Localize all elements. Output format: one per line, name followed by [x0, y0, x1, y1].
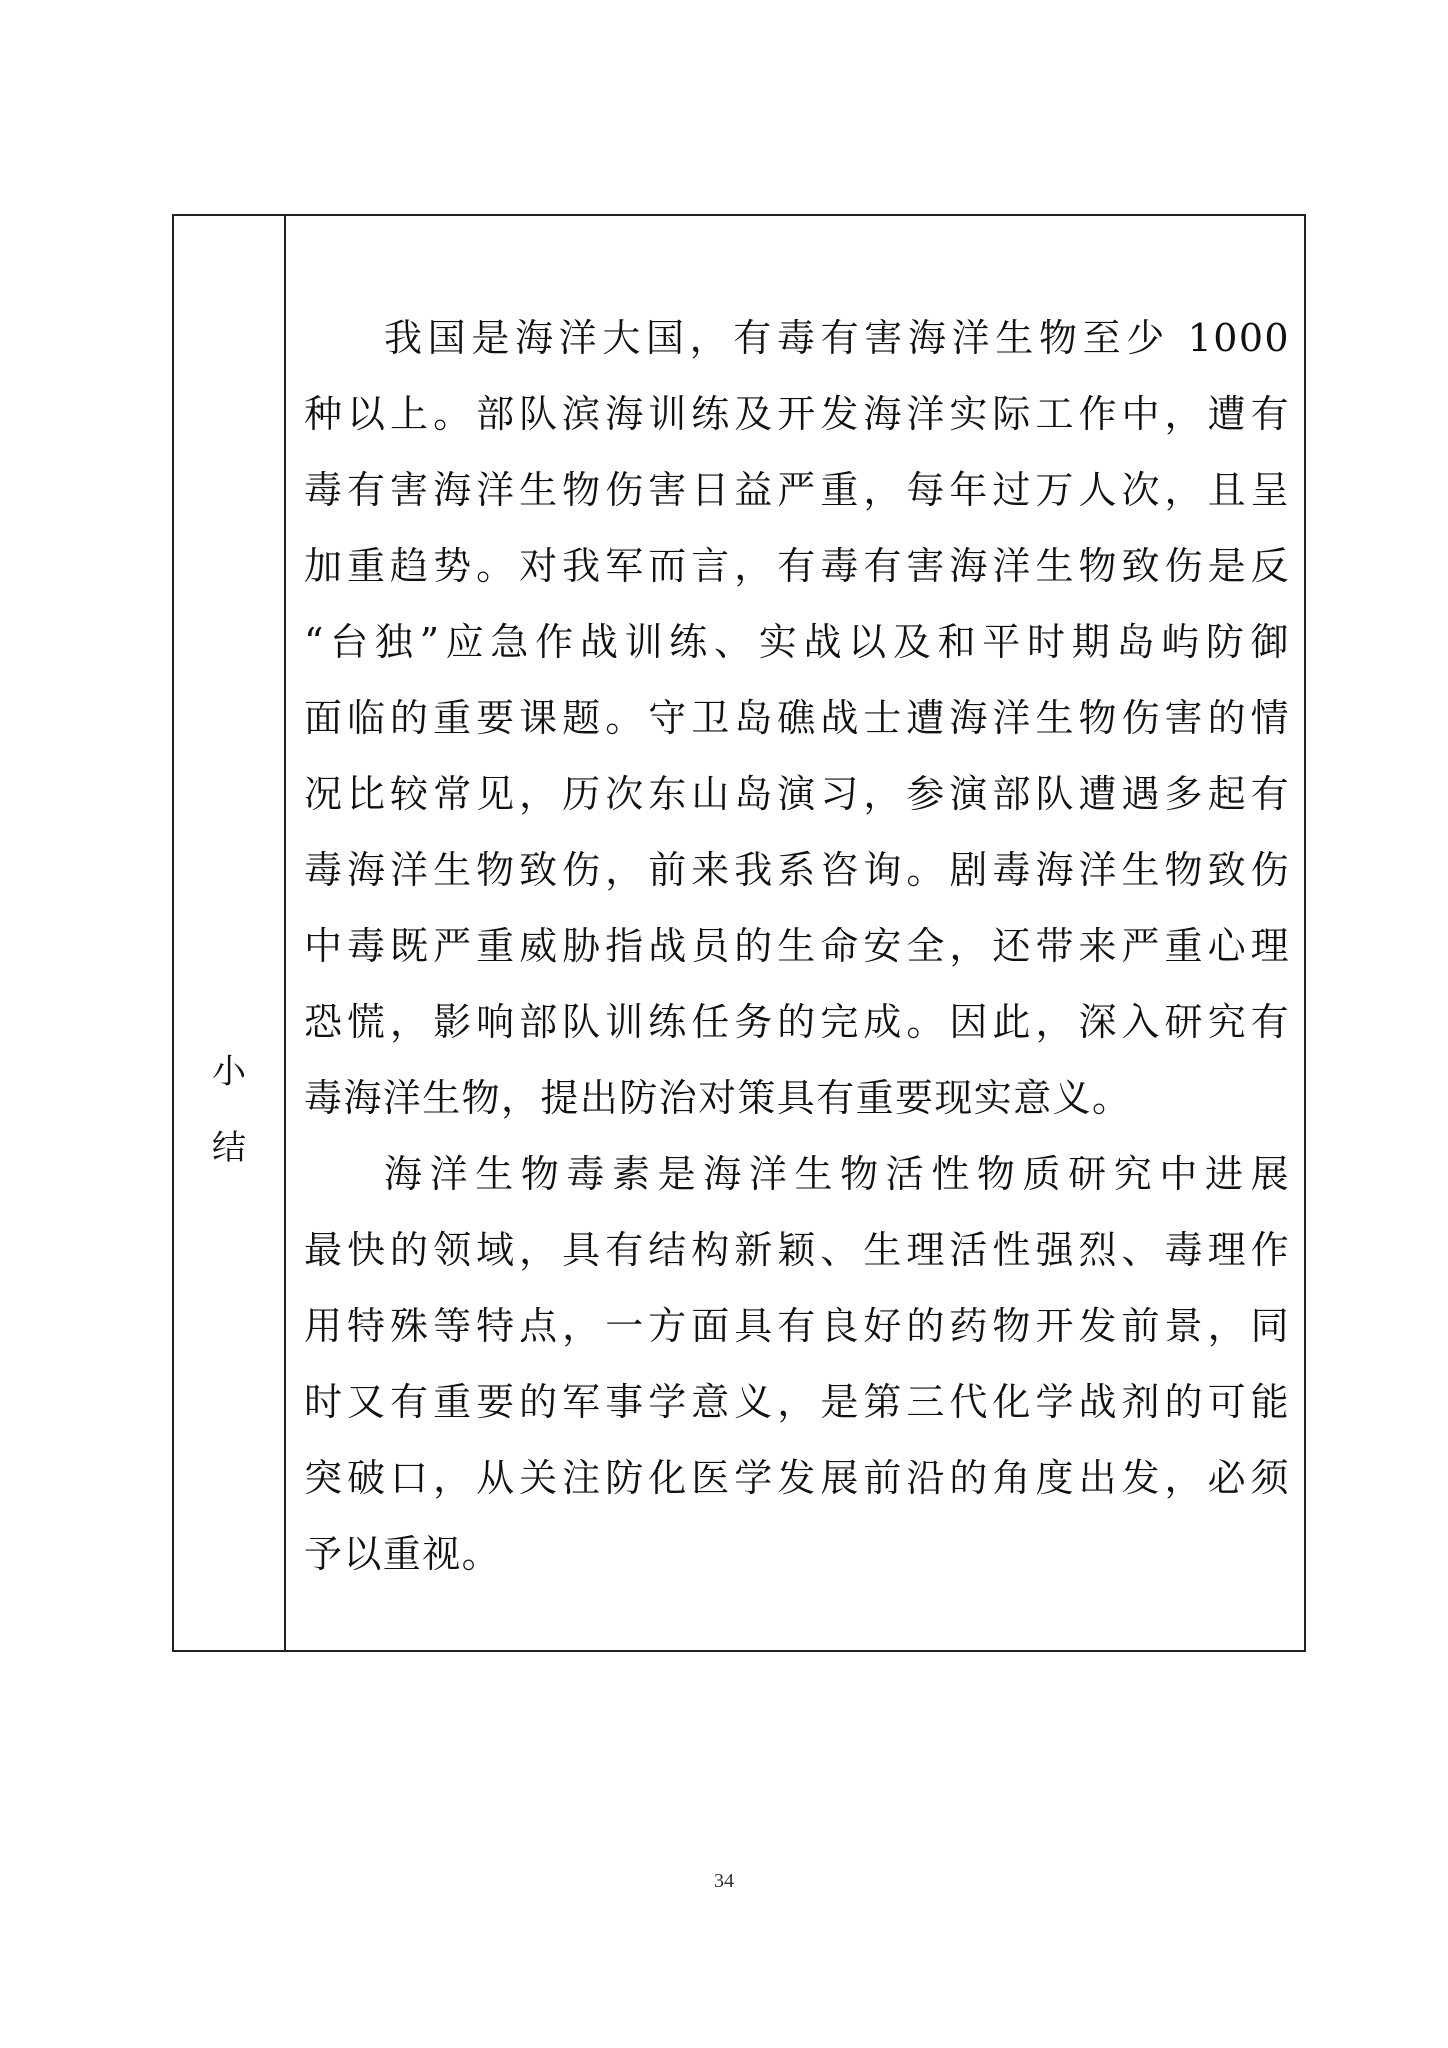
page-number: 34	[714, 1870, 734, 1892]
paragraph-1-line: 毒有害海洋生物伤害日益严重，每年过万人次，且呈	[304, 468, 1290, 512]
content-cell	[286, 216, 1304, 1650]
paragraph-2-line: 突破口，从关注防化医学发展前沿的角度出发，必须	[304, 1456, 1290, 1500]
label-char: 小	[212, 1052, 246, 1092]
paragraph-1-line: 加重趋势。对我军而言，有毒有害海洋生物致伤是反	[304, 544, 1290, 588]
paragraph-1-line: 中毒既严重威胁指战员的生命安全，还带来严重心理	[304, 924, 1290, 968]
paragraph-2-line: 海洋生物毒素是海洋生物活性物质研究中进展	[384, 1152, 1290, 1196]
summary-text	[304, 300, 1290, 1592]
paragraph-1-line: 种以上。部队滨海训练及开发海洋实际工作中，遭有	[304, 392, 1290, 436]
label-text	[174, 1034, 284, 1186]
paragraph-1-line: 恐慌，影响部队训练任务的完成。因此，深入研究有	[304, 1000, 1290, 1044]
paragraph-2-line: 最快的领域，具有结构新颖、生理活性强烈、毒理作	[304, 1228, 1290, 1272]
paragraph-2-line: 时又有重要的军事学意义，是第三代化学战剂的可能	[304, 1380, 1290, 1424]
summary-table	[172, 214, 1306, 1652]
paragraph-2-line: 予以重视。	[304, 1532, 502, 1576]
paragraph-1-line: 况比较常见，历次东山岛演习，参演部队遭遇多起有	[304, 772, 1290, 816]
label-cell	[174, 216, 286, 1650]
paragraph-1-line: 毒海洋生物，提出防治对策具有重要现实意义。	[304, 1076, 1132, 1120]
paragraph-2-line: 用特殊等特点，一方面具有良好的药物开发前景，同	[304, 1304, 1290, 1348]
label-char: 结	[212, 1128, 246, 1168]
paragraph-1-line: 我国是海洋大国，有毒有害海洋生物至少 1000	[384, 316, 1290, 360]
paragraph-1-line: 面临的重要课题。守卫岛礁战士遭海洋生物伤害的情	[304, 696, 1290, 740]
paragraph-1-line: 毒海洋生物致伤，前来我系咨询。剧毒海洋生物致伤	[304, 848, 1290, 892]
paragraph-1-line: “台独”应急作战训练、实战以及和平时期岛屿防御	[304, 620, 1290, 664]
